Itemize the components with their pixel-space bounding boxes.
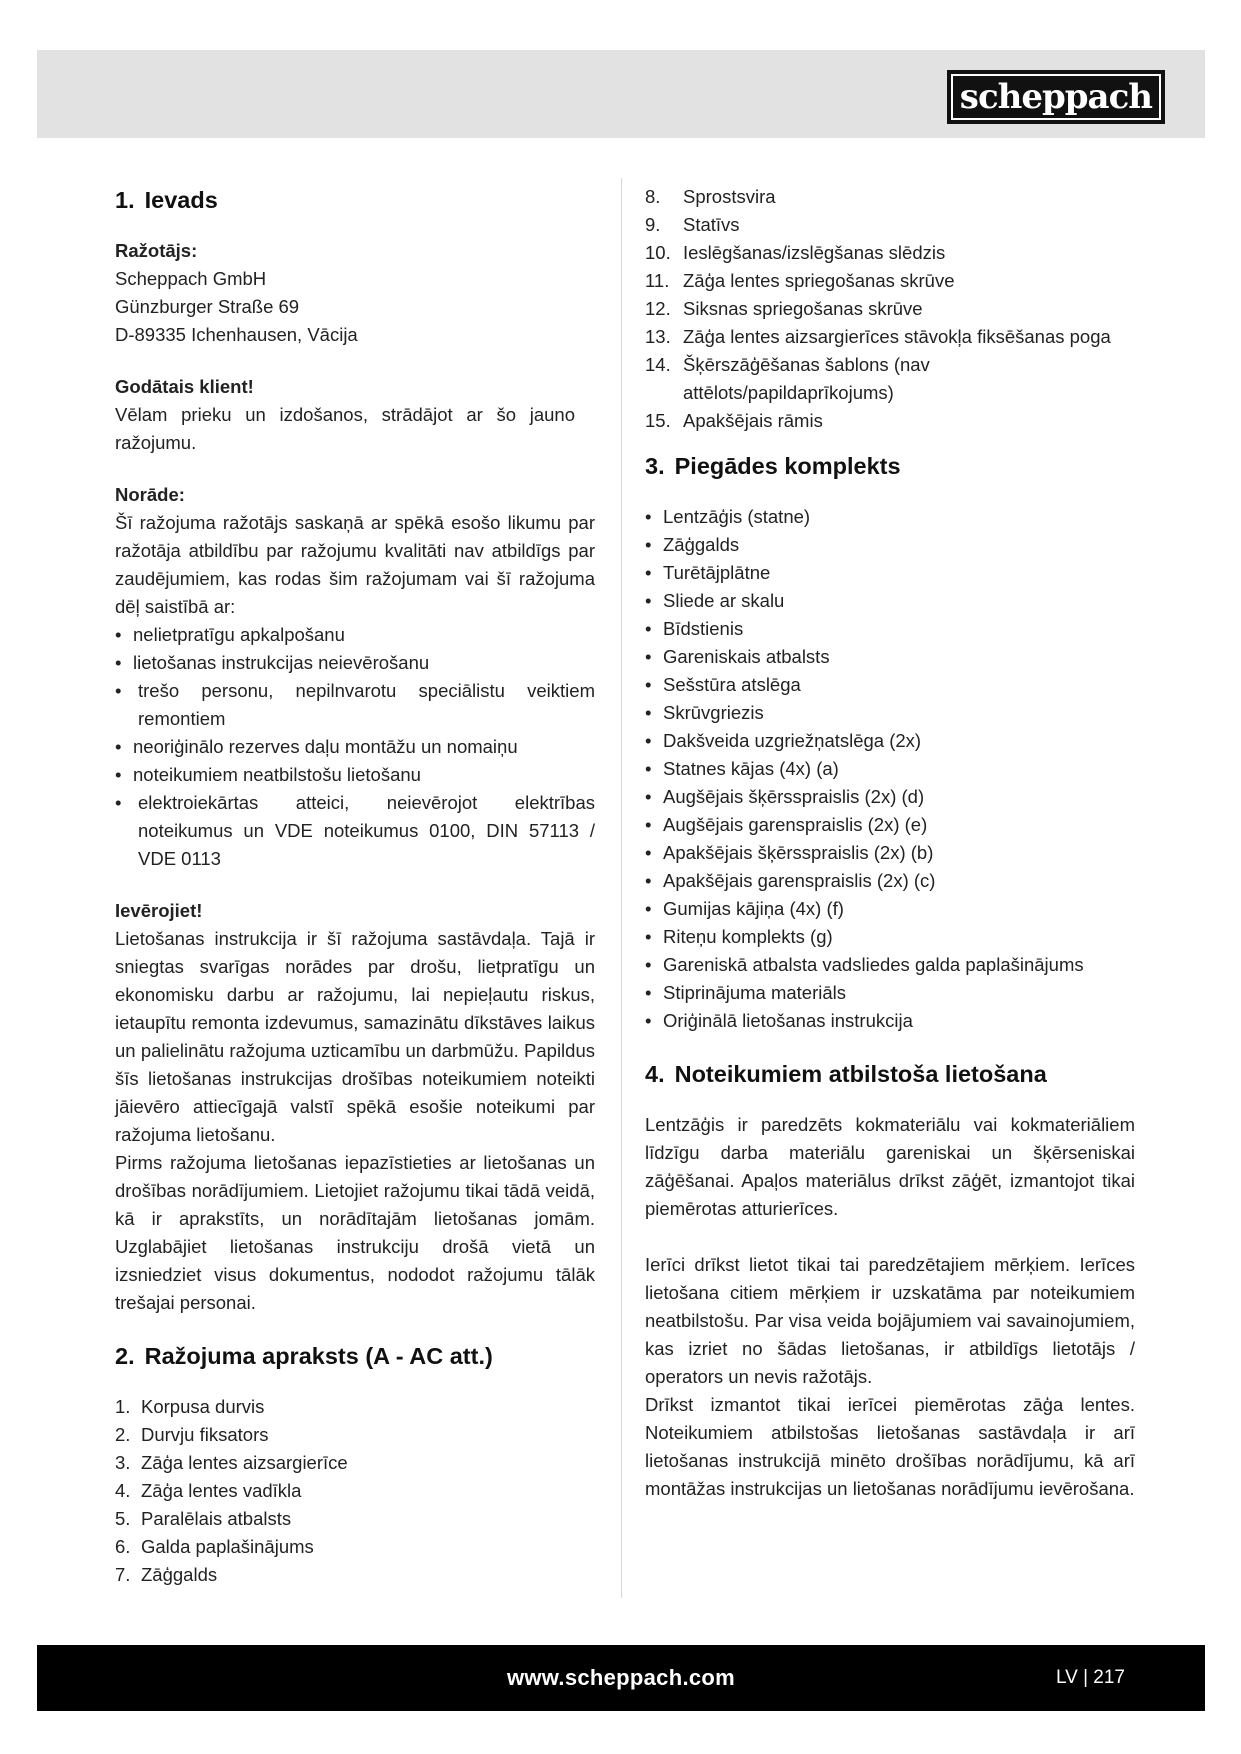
- note-label: Norāde:: [115, 484, 185, 505]
- delivery-item: • Apakšējais garenspraislis (2x) (c): [645, 867, 1135, 895]
- footer-bar: [37, 1645, 1205, 1711]
- address-line: Günzburger Straße 69: [115, 296, 300, 317]
- section-2-heading: 2. Ražojuma apraksts (A - AC att.): [115, 1343, 493, 1369]
- section-4-heading: 4. Noteikumiem atbilstoša lietošana: [645, 1061, 1047, 1087]
- delivery-item: • Riteņu komplekts (g): [645, 923, 1135, 951]
- part-item: 13. Zāģa lentes aizsargierīces stāvokļa fiksēšanas poga: [645, 326, 1111, 347]
- delivery-item: • Gareniskā atbalsta vadsliedes galda paplašinājums: [645, 951, 1135, 979]
- header-bar: [37, 50, 1205, 138]
- part-item: 9. Statīvs: [645, 214, 740, 235]
- address-line: Scheppach GmbH: [115, 268, 267, 289]
- delivery-item: • Dakšveida uzgriežņatslēga (2x): [645, 727, 1135, 755]
- address-line: D-89335 Ichenhausen, Vācija: [115, 324, 358, 345]
- attention-paragraph: Lietošanas instrukcija ir šī ražojuma sastāvdaļa. Tajā ir sniegtas svarīgas norādes par drošu, lietpratīgu un ekonomisku darbu ar ražojumu, lai nepieļautu riskus, ietaupītu remonta izdevumus, samazinātu dīkstāves laikus un palielinātu ražojuma uzticamību un darbmūžu. Papildus šīs lietošanas instrukcijas drošības noteikumiem noteikti jāievēro attiecīgajā valstī spēkā esošie noteikumi par ražojuma lietošanu.: [115, 928, 595, 1145]
- delivery-item: • Turētājplātne: [645, 559, 1135, 587]
- parts-list-continued: [645, 183, 1135, 435]
- delivery-item: • Gareniskais atbalsts: [645, 643, 1135, 671]
- delivery-item: • Sešstūra atslēga: [645, 671, 1135, 699]
- website-link[interactable]: www.scheppach.com: [506, 1665, 735, 1690]
- delivery-item: • Statnes kājas (4x) (a): [645, 755, 1135, 783]
- delivery-item: • Stiprinājuma materiāls: [645, 979, 1135, 1007]
- part-item: 4. Zāģa lentes vadīkla: [115, 1480, 302, 1501]
- part-item: 2. Durvju fiksators: [115, 1424, 269, 1445]
- manufacturer-label: Ražotājs:: [115, 240, 198, 261]
- delivery-item: • Gumijas kājiņa (4x) (f): [645, 895, 1135, 923]
- delivery-item: • Augšējais šķērsspraislis (2x) (d): [645, 783, 1135, 811]
- delivery-item: • Bīdstienis: [645, 615, 1135, 643]
- intended-use-paragraph: Drīkst izmantot tikai ierīcei piemērotas zāģa lentes. Noteikumiem atbilstošas lietošanas sastāvdaļa ir arī lietošanas instrukcijā minēto drošības norādījumu, kā arī montāžas instrukcijas un lietošanas norādījumu ievērošana.: [645, 1394, 1135, 1499]
- note-item: • elektroiekārtas atteici, neievērojot elektrības noteikumus un VDE noteikumus 0100, DIN 57113 / VDE 0113: [115, 789, 595, 873]
- note-text: Šī ražojuma ražotājs saskaņā ar spēkā esošo likumu par ražotāja atbildību par ražojumu kvalitāti nav atbildīgs par zaudējumiem, kas rodas šim ražojumam vai šī ražojuma dēļ saistībā ar:: [115, 512, 595, 617]
- attention-label: Ievērojiet!: [115, 900, 203, 921]
- scheppach-logo: scheppach: [947, 70, 1165, 124]
- part-item: 10. Ieslēgšanas/izslēgšanas slēdzis: [645, 242, 946, 263]
- right-column: [645, 183, 1135, 1503]
- note-list: [115, 621, 595, 873]
- note-item: • noteikumiem neatbilstošu lietošanu: [115, 761, 595, 789]
- part-item: 11. Zāģa lentes spriegošanas skrūve: [645, 270, 955, 291]
- part-item: 15. Apakšējais rāmis: [645, 410, 823, 431]
- section-3-heading: 3. Piegādes komplekts: [645, 453, 901, 479]
- delivery-item: • Skrūvgriezis: [645, 699, 1135, 727]
- part-item: 1. Korpusa durvis: [115, 1396, 265, 1417]
- part-item: 3. Zāģa lentes aizsargierīce: [115, 1452, 348, 1473]
- delivery-item: • Apakšējais šķērsspraislis (2x) (b): [645, 839, 1135, 867]
- part-item: 6. Galda paplašinājums: [115, 1536, 314, 1557]
- section-1-heading: 1. Ievads: [115, 187, 218, 213]
- note-item: • lietošanas instrukcijas neievērošanu: [115, 649, 595, 677]
- page-number: LV | 217: [1055, 1667, 1125, 1688]
- intended-use-paragraph: Ierīci drīkst lietot tikai tai paredzētajiem mērķiem. Ierīces lietošana citiem mērķiem ir uzskatāma par noteikumiem neatbilstošu. Par visa veida bojājumiem vai savainojumiem, kas izriet no šādas lietošanas, ir atbildīgs lietotājs / operators un nevis ražotājs.: [645, 1254, 1135, 1387]
- part-item: 5. Paralēlais atbalsts: [115, 1508, 292, 1529]
- delivery-item: • Augšējais garenspraislis (2x) (e): [645, 811, 1135, 839]
- column-divider: [621, 178, 622, 1598]
- part-item: 12. Siksnas spriegošanas skrūve: [645, 298, 923, 319]
- note-item: • trešo personu, nepilnvarotu speciālistu veiktiem remontiem: [115, 677, 595, 733]
- dear-customer-label: Godātais klient!: [115, 376, 254, 397]
- delivery-item: • Oriģinālā lietošanas instrukcija: [645, 1007, 1135, 1035]
- delivery-item: • Zāģgalds: [645, 531, 1135, 559]
- note-item: • neoriģinālo rezerves daļu montāžu un nomaiņu: [115, 733, 595, 761]
- note-item: • nelietpratīgu apkalpošanu: [115, 621, 595, 649]
- left-column: [115, 183, 595, 1589]
- dear-customer-text: Vēlam prieku un izdošanos, strādājot ar šo jauno ražojumu.: [115, 404, 575, 453]
- part-item: 7. Zāģgalds: [115, 1564, 218, 1585]
- attention-paragraph: Pirms ražojuma lietošanas iepazīstieties ar lietošanas un drošības norādījumiem. Lietojiet ražojumu tikai tādā veidā, kā ir aprakstīts, un norādītajām lietošanas jomām. Uzglabājiet lietošanas instrukciju drošā vietā un izsniedziet visus dokumentus, nododot ražojumu tālāk trešajai personai.: [115, 1152, 595, 1313]
- part-item: 8. Sprostsvira: [645, 186, 776, 207]
- intended-use-paragraph: Lentzāģis ir paredzēts kokmateriālu vai kokmateriāliem līdzīgu darba materiālu gareniskai un šķērseniskai zāģēšanai. Apaļos materiālus drīkst zāģēt, izmantojot tikai piemērotas atturierīces.: [645, 1114, 1135, 1219]
- delivery-item: • Lentzāģis (statne): [645, 503, 1135, 531]
- part-item: 14. Šķērszāģēšanas šablons (nav attēlots/papildaprīkojums): [645, 354, 930, 403]
- delivery-list: [645, 503, 1135, 1035]
- delivery-item: • Sliede ar skalu: [645, 587, 1135, 615]
- parts-list: [115, 1393, 595, 1589]
